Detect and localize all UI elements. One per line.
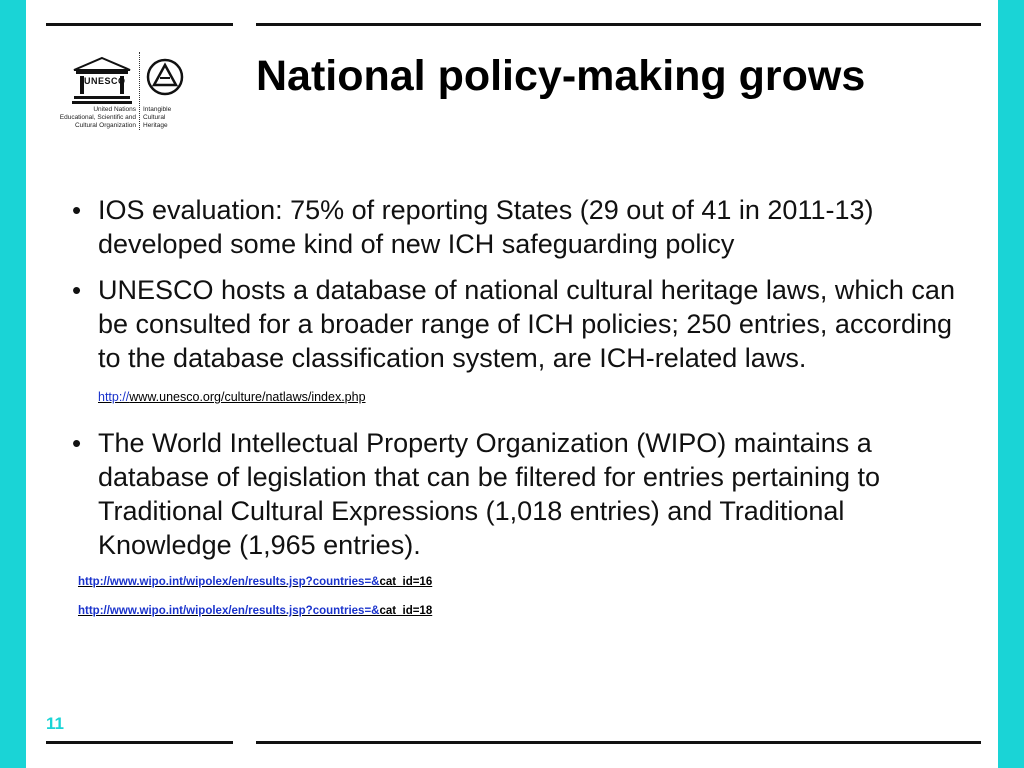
bullet-list (72, 193, 972, 574)
wipo-link-tce[interactable]: http://www.wipo.int/wipolex/en/results.jsp?countries=&cat_id=16 (78, 576, 433, 588)
ich-name: Intangible Cultural Heritage (143, 106, 172, 129)
unesco-ich-logo (44, 50, 194, 132)
bottom-rule-left (46, 741, 233, 744)
bullet-item: • IOS evaluation: 75% of reporting States (29 out of 41 in 2011-13) developed some kind of new ICH safeguarding policy (72, 193, 972, 261)
unesco-wordmark: UNESCO (84, 76, 126, 86)
bottom-rule-right (256, 741, 981, 744)
top-rule-left (46, 23, 233, 26)
org-name: United Nations Educational, Scientific and Cultural Organization (59, 106, 136, 129)
ich-emblem-icon (146, 58, 184, 96)
bullet-item: • The World Intellectual Property Organization (WIPO) maintains a database of legislation that can be filtered for entries pertaining to Traditional Cultural Expressions (1,018 entries) and Traditional Knowledge (1,965 entries). (72, 426, 972, 562)
page-number: 11 (46, 714, 64, 733)
slide-title: National policy-making grows (256, 52, 866, 100)
bullet-item: • UNESCO hosts a database of national cultural heritage laws, which can be consulted for a broader range of ICH policies; 250 entries, according to the database classification system, are ICH-related laws. http://www.unesco.org/culture/natlaws/index.php (72, 273, 972, 414)
wipo-link-tk[interactable]: http://www.wipo.int/wipolex/en/results.jsp?countries=&cat_id=18 (78, 605, 433, 617)
natlaws-link[interactable]: http://www.unesco.org/culture/natlaws/index.php (98, 390, 366, 404)
logo-divider (139, 52, 140, 130)
slide (26, 0, 998, 768)
top-rule-right (256, 23, 981, 26)
